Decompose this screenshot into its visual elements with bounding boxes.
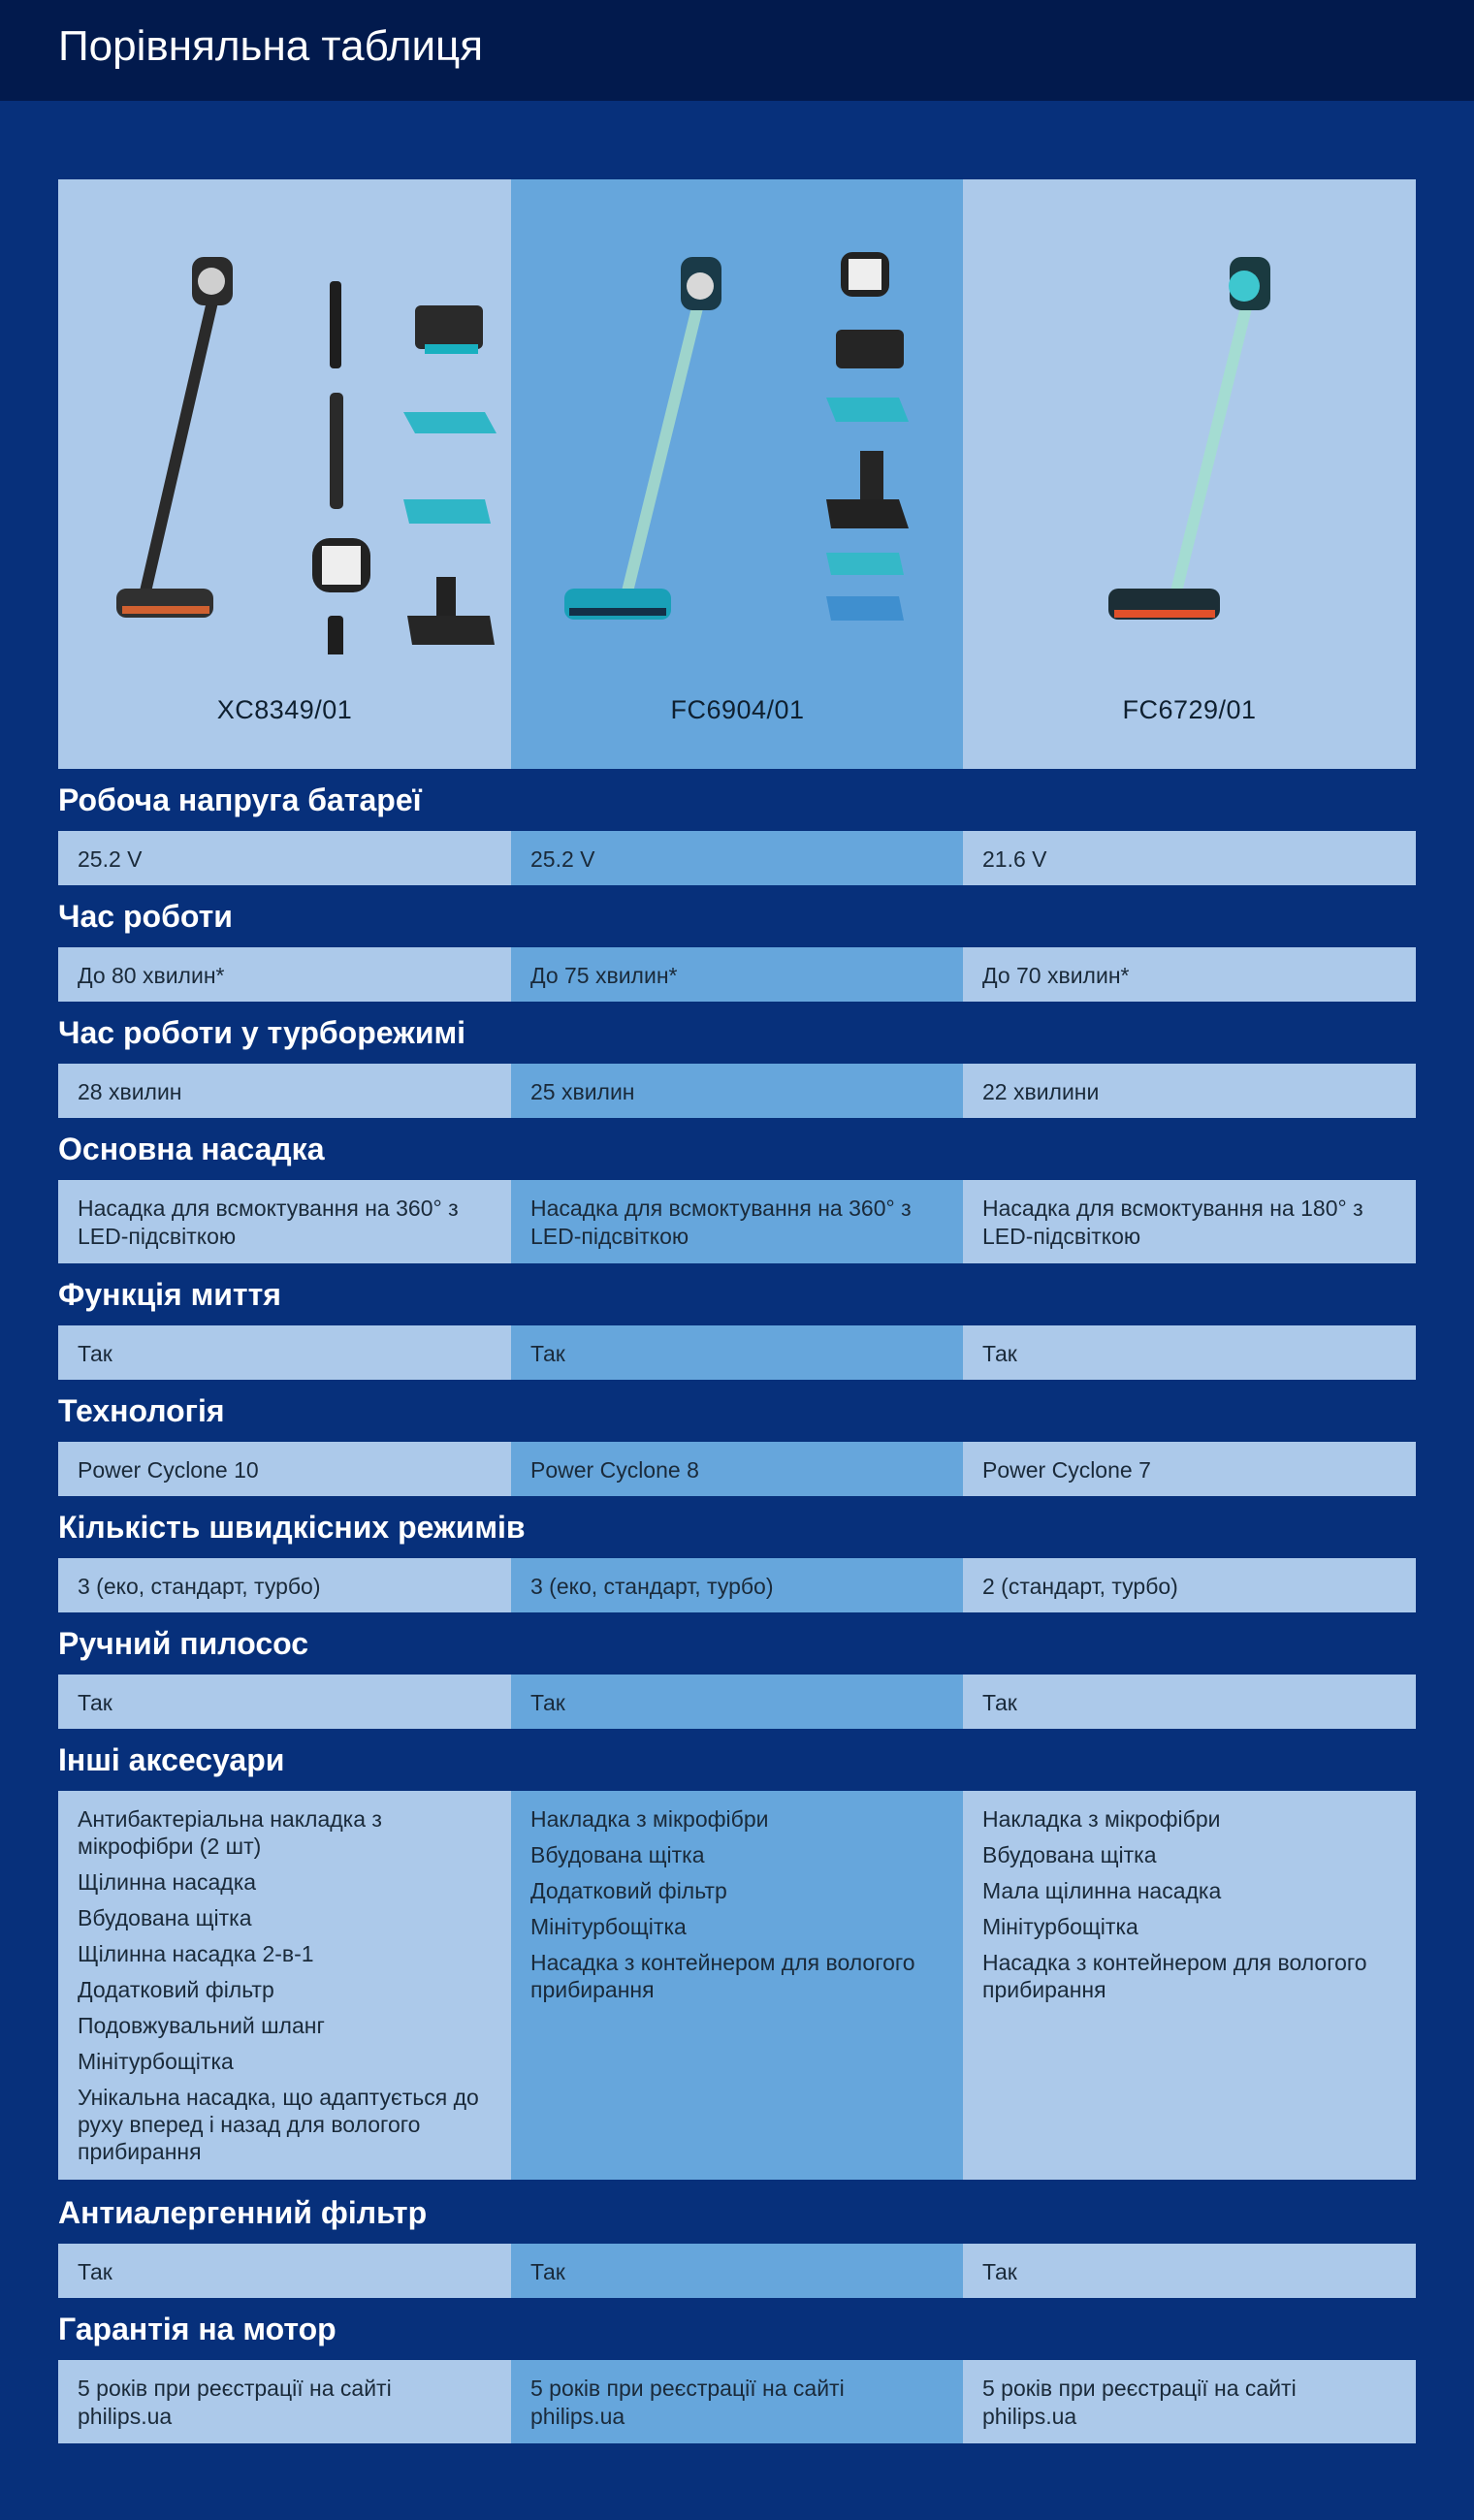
cell-value: 5 років при реєстрації на сайті philips.ua [78,2376,392,2429]
cell [511,947,964,1002]
product-image-fc6729 [963,208,1416,654]
list-item: Унікальна насадка, що адаптується до руху вперед і назад для вологого прибирання [78,2085,479,2164]
cell-value: Так [78,2259,112,2284]
cell-value: Насадка для всмоктування на 360° з LED-підсвіткою [530,1196,912,1249]
cell-value: 25.2 V [78,846,143,872]
row-title-anti-allergen: Антиалергенний фільтр [58,2195,428,2230]
cell-value: 28 хвилин [78,1079,182,1104]
cell [58,2360,511,2443]
product-image-fc6904 [511,208,964,654]
cell-value: Насадка для всмоктування на 180° з LED-підсвіткою [982,1196,1363,1249]
cell-value: Так [530,1341,565,1366]
list-item: Подовжувальний шланг [78,2013,325,2038]
row-title-main-nozzle: Основна насадка [58,1132,325,1166]
cell-value: Так [982,2259,1017,2284]
cell [58,1675,511,1729]
cell [58,1325,511,1380]
list-item: Вбудована щітка [982,1842,1157,1867]
cell [511,1064,964,1118]
row-title-battery-voltage: Робоча напруга батареї [58,782,422,817]
list-item: Вбудована щітка [78,1905,252,1930]
list-item: Накладка з мікрофібри [530,1806,769,1832]
cell-value: До 70 хвилин* [982,963,1130,988]
cell-value: 2 (стандарт, турбо) [982,1574,1178,1599]
cell [58,947,511,1002]
cell [511,831,964,885]
products-row [58,179,1416,769]
row-title-accessories: Інші аксесуари [58,1742,285,1777]
list-item: Накладка з мікрофібри [982,1806,1221,1832]
cell-value: Насадка для всмоктування на 360° з LED-підсвіткою [78,1196,459,1249]
cell [511,2244,964,2298]
cell-value: До 75 хвилин* [530,963,678,988]
page-title: Порівняльна таблиця [58,22,484,70]
accessory-list [511,1791,964,2180]
list-item: Щілинна насадка [78,1869,257,1895]
list-item: Антибактеріальна накладка з мікрофібри (2 шт) [78,1806,382,1859]
cell-value: 21.6 V [982,846,1047,872]
cell [511,2360,964,2443]
product-card-fc6729 [963,179,1416,769]
list-item: Мінітурбощітка [982,1914,1138,1939]
cell-value: 3 (еко, стандарт, турбо) [530,1574,774,1599]
product-image-xc8349 [58,208,511,654]
cell [963,831,1416,885]
cell [963,1442,1416,1496]
cell [58,1064,511,1118]
list-item: Мала щілинна насадка [982,1878,1222,1903]
product-model: FC6904/01 [670,695,805,724]
list-item: Щілинна насадка 2-в-1 [78,1941,314,1966]
cell-value: 5 років при реєстрації на сайті philips.ua [982,2376,1297,2429]
cell [963,1180,1416,1263]
row-title-runtime: Час роботи [58,899,233,934]
cell-value: До 80 хвилин* [78,963,225,988]
row-title-washing: Функція миття [58,1277,281,1312]
cell-value: 22 хвилини [982,1079,1100,1104]
cell-value: Power Cyclone 7 [982,1457,1151,1483]
cell [963,2244,1416,2298]
list-item: Насадка з контейнером для вологого прибирання [530,1950,915,2002]
cell [963,1558,1416,1612]
cell [963,1064,1416,1118]
product-model: FC6729/01 [1122,695,1257,724]
cell [511,1442,964,1496]
cell [58,1180,511,1263]
row-title-handheld: Ручний пилосос [58,1626,309,1661]
accessory-list [58,1791,511,2180]
list-item: Додатковий фільтр [78,1977,274,2002]
row-title-speed-modes: Кількість швидкісних режимів [58,1510,526,1545]
list-item: Мінітурбощітка [78,2049,234,2074]
cell-value: 25.2 V [530,846,595,872]
list-item: Вбудована щітка [530,1842,705,1867]
cell-value: Так [78,1341,112,1366]
cell-value: Так [530,2259,565,2284]
cell [511,1558,964,1612]
cell-value: Так [982,1690,1017,1715]
cell [58,2244,511,2298]
cell-value: 3 (еко, стандарт, турбо) [78,1574,321,1599]
cell [511,1180,964,1263]
product-card-fc6904 [511,179,964,769]
cell-value: Так [982,1341,1017,1366]
cell-value: Power Cyclone 8 [530,1457,699,1483]
cell [963,947,1416,1002]
cell-value: Так [78,1690,112,1715]
product-model: XC8349/01 [216,695,353,724]
accessory-list [963,1791,1416,2180]
cell-value: Power Cyclone 10 [78,1457,259,1483]
cell [511,1325,964,1380]
list-item: Насадка з контейнером для вологого прибирання [982,1950,1367,2002]
page-header [0,0,1474,101]
cell [963,1325,1416,1380]
cell [511,1675,964,1729]
row-title-warranty: Гарантія на мотор [58,2312,336,2346]
list-item: Мінітурбощітка [530,1914,687,1939]
row-title-turbo-runtime: Час роботи у турборежимі [58,1015,466,1050]
list-item: Додатковий фільтр [530,1878,727,1903]
cell [58,1442,511,1496]
cell-value: 25 хвилин [530,1079,635,1104]
cell-value: Так [530,1690,565,1715]
cell [963,2360,1416,2443]
product-card-xc8349 [58,179,511,769]
cell [963,1675,1416,1729]
cell-value: 5 років при реєстрації на сайті philips.ua [530,2376,845,2429]
cell [58,831,511,885]
cell [58,1558,511,1612]
row-title-technology: Технологія [58,1393,225,1428]
